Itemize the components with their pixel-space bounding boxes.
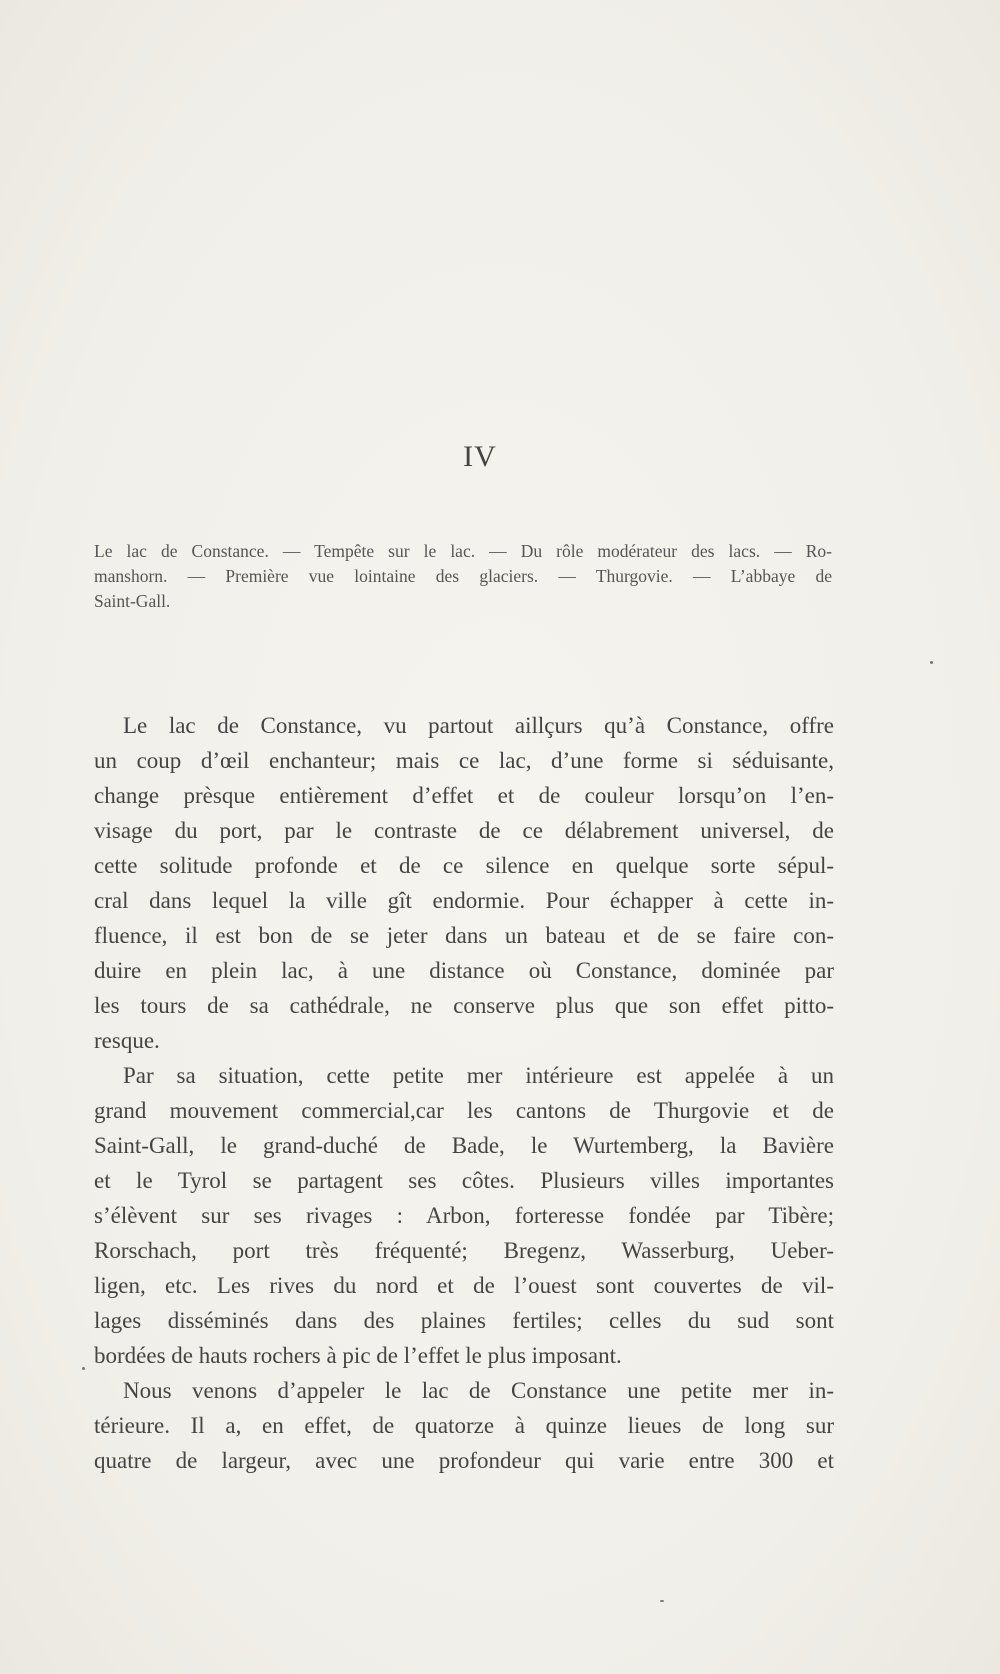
paragraph-line: Rorschach, port très fréquenté; Bregenz, Wasserburg, Ueber-	[94, 1238, 834, 1263]
paragraph-line: Nous venons d’appeler le lac de Constance une petite mer in-	[123, 1378, 834, 1403]
paragraph-line: térieure. Il a, en effet, de quatorze à quinze lieues de long sur	[94, 1413, 834, 1438]
paragraph-line: change prèsque entièrement d’effet et de couleur lorsqu’on l’en-	[94, 783, 834, 808]
paragraph-line: fluence, il est bon de se jeter dans un bateau et de se faire con-	[94, 923, 834, 948]
paragraph-line: grand mouvement commercial,car les cantons de Thurgovie et de	[94, 1098, 834, 1123]
body-text	[94, 708, 834, 1478]
chapter-number: IV	[463, 440, 497, 473]
paragraph-line: bordées de hauts rochers à pic de l’effet le plus imposant.	[94, 1343, 622, 1368]
paragraph-line: s’élèvent sur ses rivages : Arbon, forteresse fondée par Tibère;	[94, 1203, 834, 1228]
summary-line: Le lac de Constance. — Tempête sur le lac. — Du rôle modérateur des lacs. — Ro-	[94, 541, 832, 561]
paragraph-line: duire en plein lac, à une distance où Constance, dominée par	[94, 958, 834, 983]
paragraph-line: lages disséminés dans des plaines fertiles; celles du sud sont	[94, 1308, 834, 1333]
paragraph-line: un coup d’œil enchanteur; mais ce lac, d’une forme si séduisante,	[94, 748, 834, 773]
summary-line: manshorn. — Première vue lointaine des glaciers. — Thurgovie. — L’abbaye de	[94, 566, 832, 586]
paragraph-line: visage du port, par le contraste de ce délabrement universel, de	[94, 818, 834, 843]
paragraph-line: les tours de sa cathédrale, ne conserve plus que son effet pitto-	[94, 993, 834, 1018]
paragraph-line: Par sa situation, cette petite mer intérieure est appelée à un	[123, 1063, 834, 1088]
ink-speck	[82, 1367, 85, 1370]
chapter-summary	[94, 539, 832, 614]
paragraph-line: Saint-Gall, le grand-duché de Bade, le Wurtemberg, la Bavière	[94, 1133, 834, 1158]
summary-line: Saint-Gall.	[94, 591, 171, 611]
paragraph-line: cral dans lequel la ville gît endormie. Pour échapper à cette in-	[94, 888, 834, 913]
paragraph-line: resque.	[94, 1028, 160, 1053]
paragraph-line: cette solitude profonde et de ce silence en quelque sorte sépul-	[94, 853, 834, 878]
ink-speck	[660, 1600, 664, 1602]
paragraph-line: quatre de largeur, avec une profondeur qui varie entre 300 et	[94, 1448, 834, 1473]
paragraph-line: ligen, etc. Les rives du nord et de l’ouest sont couvertes de vil-	[94, 1273, 834, 1298]
paragraph-line: Le lac de Constance, vu partout aillçurs qu’à Constance, offre	[123, 713, 834, 738]
ink-speck	[930, 661, 933, 664]
paragraph-line: et le Tyrol se partagent ses côtes. Plusieurs villes importantes	[94, 1168, 834, 1193]
